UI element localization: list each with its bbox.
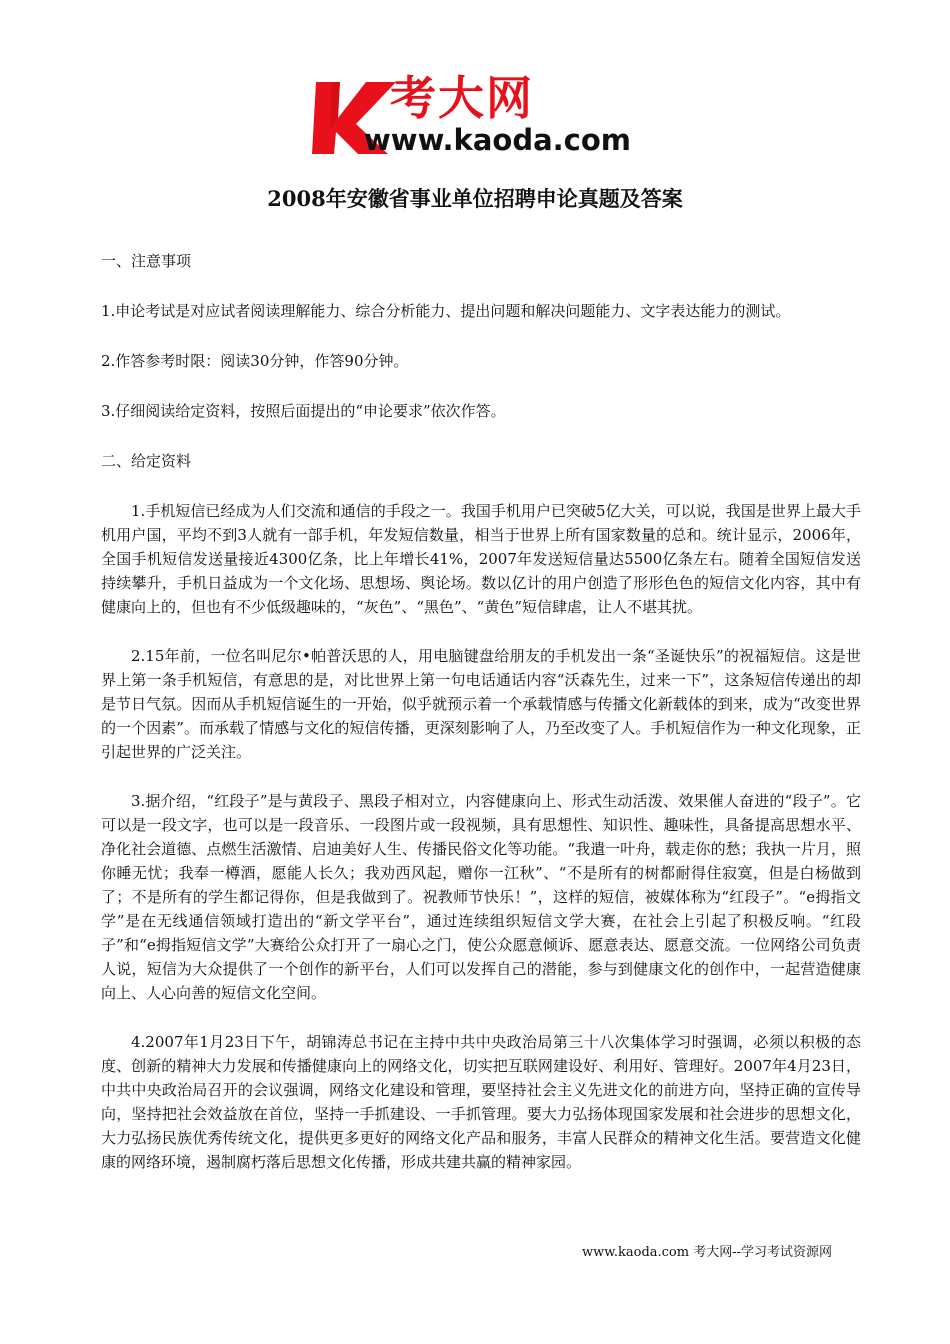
kaoda-logo: [310, 71, 640, 160]
logo-brand-url: www.kaoda.com: [364, 123, 631, 157]
note-item: 2.作答参考时限：阅读30分钟，作答90分钟。: [101, 352, 409, 370]
section-heading-materials: 二、给定资料: [101, 452, 192, 470]
material-paragraph: 3.据介绍，“红段子”是与黄段子、黑段子相对立，内容健康向上、形式生动活泼、效果催人奋进的“段子”。它可以是一段文字，也可以是一段音乐、一段图片或一段视频，具有思想性、知识性、趣味性，具备提高思想水平、净化社会道德、点燃生活激情、启迪美好人生、传播民俗文化等功能。“我遣一叶舟，载走你的愁；我执一片月，照你睡无忧；我奉一樽酒，愿能人长久；我劝西风起，赠你一江秋”、“不是所有的树都耐得住寂寞，但是白杨做到了；不是所有的学生都记得你，但是我做到了。祝教师节快乐！”，这样的短信，被媒体称为“红段子”。“e拇指文学”是在无线通信领域打造出的“新文学平台”，通过连续组织短信文学大赛，在社会上引起了积极反响。“红段子”和“e拇指短信文学”大赛给公众打开了一扇心之门，使公众愿意倾诉、愿意表达、愿意交流。一位网络公司负责人说，短信为大众提供了一个创作的新平台，人们可以发挥自己的潜能，参与到健康文化的创作中，一起营造健康向上、人心向善的短信文化空间。: [101, 792, 861, 1002]
logo-brand-chinese: 考大网: [390, 71, 534, 125]
document-body: [101, 249, 861, 1174]
note-item: 1.申论考试是对应试者阅读理解能力、综合分析能力、提出问题和解决问题能力、文字表达能力的测试。: [101, 302, 791, 320]
material-paragraph: 4.2007年1月23日下午，胡锦涛总书记在主持中共中央政治局第三十八次集体学习时强调，必须以积极的态度、创新的精神大力发展和传播健康向上的网络文化，切实把互联网建设好、利用好、管理好。2007年4月23日，中共中央政治局召开的会议强调，网络文化建设和管理，要坚持社会主义先进文化的前进方向，坚持正确的宣传导向，坚持把社会效益放在首位，坚持一手抓建设、一手抓管理。要大力弘扬体现国家发展和社会进步的思想文化，大力弘扬民族优秀传统文化，提供更多更好的网络文化产品和服务，丰富人民群众的精神文化生活。要营造文化健康的网络环境，遏制腐朽落后思想文化传播，形成共建共赢的精神家园。: [101, 1033, 861, 1171]
material-paragraph: 1.手机短信已经成为人们交流和通信的手段之一。我国手机用户已突破5亿大关，可以说，我国是世界上最大手机用户国，平均不到3人就有一部手机，年发短信数量，相当于世界上所有国家数量的总和。统计显示，2006年，全国手机短信发送量接近4300亿条，比上年增长41%，2007年发送短信量达5500亿条左右。随着全国短信发送持续攀升，手机日益成为一个文化场、思想场、舆论场。数以亿计的用户创造了形形色色的短信文化内容，其中有健康向上的，但也有不少低级趣味的，“灰色”、“黑色”、“黄色”短信肆虐，让人不堪其扰。: [101, 502, 861, 616]
note-item: 3.仔细阅读给定资料，按照后面提出的“申论要求”依次作答。: [101, 402, 506, 420]
material-paragraph: 2.15年前，一位名叫尼尔•帕普沃思的人，用电脑键盘给朋友的手机发出一条“圣诞快乐”的祝福短信。这是世界上第一条手机短信，有意思的是，对比世界上第一句电话通话内容“沃森先生，过来一下”，这条短信传递出的却是节日气氛。因而从手机短信诞生的一开始，似乎就预示着一个承载情感与传播文化新载体的到来，成为“改变世界的一个因素”。而承载了情感与文化的短信传播，更深刻影响了人，乃至改变了人。手机短信作为一种文化现象，正引起世界的广泛关注。: [101, 647, 861, 761]
document-title: 2008年安徽省事业单位招聘申论真题及答案: [267, 186, 683, 211]
section-heading-notes: 一、注意事项: [101, 252, 192, 270]
page-footer: www.kaoda.com 考大网--学习考试资源网: [582, 1245, 832, 1260]
